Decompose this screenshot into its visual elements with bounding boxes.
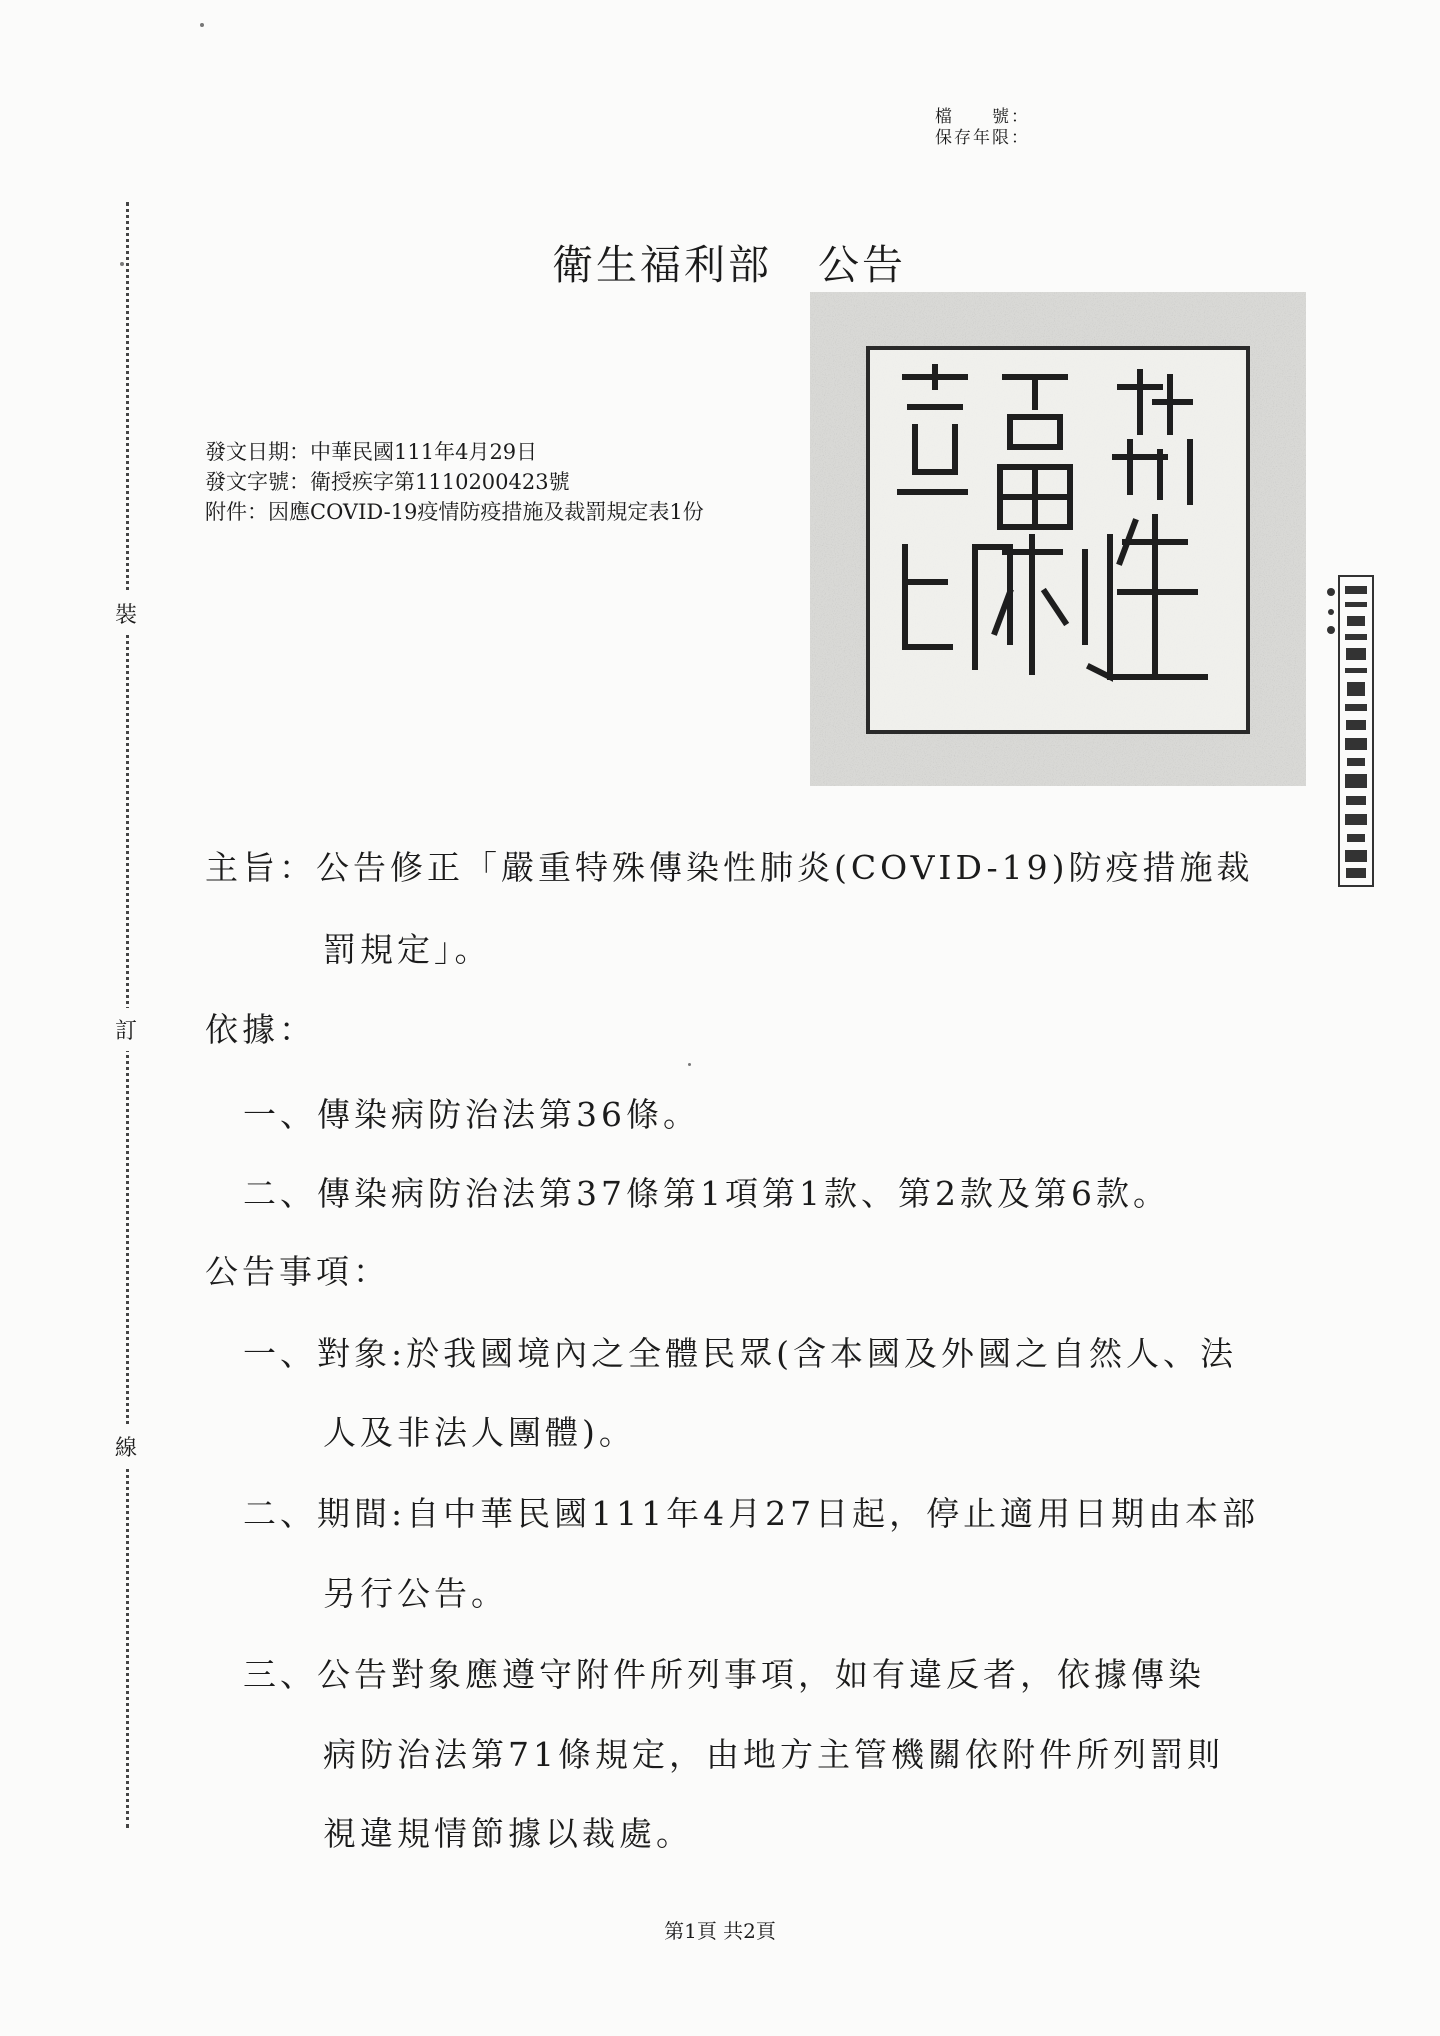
item-3-line-1: 三、公告對象應遵守附件所列事項，如有違反者，依據傳染 (243, 1655, 1205, 1694)
page-number: 第1頁 共2頁 (664, 1919, 776, 1943)
attachment-line: 附件：因應COVID-19疫情防疫措施及裁罰規定表1份 (205, 500, 704, 524)
basis-heading: 依據： (205, 1010, 316, 1049)
item-2-line-1: 二、期間:自中華民國111年4月27日起，停止適用日期由本部 (243, 1494, 1260, 1533)
item-1-line-2: 人及非法人團體)。 (323, 1413, 636, 1452)
archive-no-label: 檔 號： (935, 107, 1030, 127)
side-stamp (1325, 572, 1383, 890)
issue-date: 發文日期：中華民國111年4月29日 (205, 440, 538, 464)
subject-line-1: 主旨：公告修正「嚴重特殊傳染性肺炎(COVID-19)防疫措施裁 (205, 848, 1254, 887)
basis-item-1: 一、傳染病防治法第36條。 (243, 1095, 700, 1134)
retention-label: 保存年限： (935, 128, 1030, 148)
seal-text (1044, 515, 1056, 518)
basis-item-2: 二、傳染病防治法第37條第1項第1款、第2款及第6款。 (243, 1174, 1170, 1213)
file-info (935, 107, 1030, 149)
reference-number: 發文字號：衛授疾字第1110200423號 (205, 470, 570, 494)
doc-type: 公告 (818, 241, 906, 289)
agency-name: 衛生福利部 (552, 241, 772, 289)
scan-speck (200, 23, 204, 27)
document-meta (205, 437, 704, 527)
item-3-line-3: 視違規情節據以裁處。 (323, 1814, 693, 1853)
binding-mark-zhuang: 裝 (115, 592, 137, 635)
subject-line-2: 罰規定」。 (323, 930, 492, 969)
page-title (552, 232, 906, 291)
item-3-line-2: 病防治法第71條規定，由地方主管機關依附件所列罰則 (323, 1735, 1224, 1774)
item-2-line-2: 另行公告。 (323, 1574, 508, 1613)
scan-speck (688, 1063, 691, 1066)
notice-heading: 公告事項： (205, 1252, 390, 1291)
scan-speck (120, 262, 124, 266)
official-seal (810, 292, 1306, 786)
item-1-line-1: 一、對象:於我國境內之全體民眾(含本國及外國之自然人、法 (243, 1334, 1237, 1373)
binding-mark-ding: 訂 (115, 1008, 137, 1051)
binding-mark-xian: 線 (115, 1425, 137, 1468)
